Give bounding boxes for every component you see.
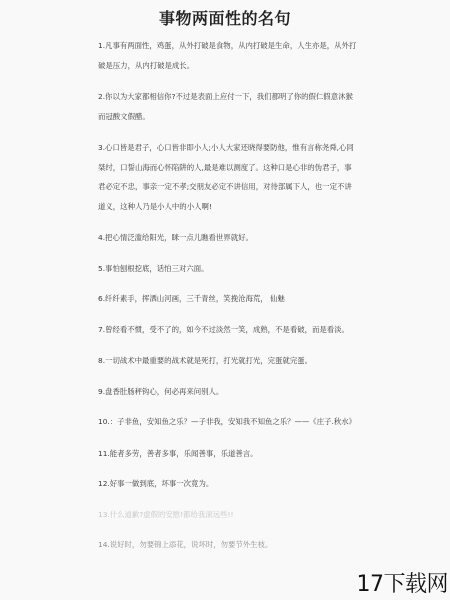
quote-4: 4.把心情泛滥给阳光，眯一点儿瞧看世界就好。: [98, 233, 253, 242]
quote-6: 6.纤纤素手，挥洒山河画，三千青丝，笑挽沧海荒， 仙魅: [98, 294, 285, 303]
site-watermark: 17下载网: [356, 572, 448, 597]
document-body: [98, 36, 358, 566]
quote-11: 11.能者多劳，善者多事，乐闻善事，乐道善言。: [98, 448, 258, 458]
quote-13: 13.什么道歉?虚假的安慰!都给我滚远些!!: [98, 509, 234, 519]
quote-3: 3.心口皆是君子，心口皆非即小人;小人大家还晓得要防他，惟有言称尧舜,心同桀纣，口誓山海而心怀陷阱的人,最是难以测度了。这种口是心非的伪君子，事君必定不忠，事亲一定不孝;交朋友必定不讲信用，对待部属下人，也一定不讲道义，这种人乃是小人中的小人啊!: [98, 143, 354, 211]
quote-9: 9.盘香肚肠秤钩心，何必再来问别人。: [98, 386, 224, 396]
quote-8: 8.一切战术中最重要的战术就是死打，打光就打光，完蛋就完蛋。: [98, 356, 312, 365]
quote-14: 14.说好时，勿要锦上添花，说坏时，勿要节外生枝。: [98, 540, 273, 549]
quote-10: 10.：子非鱼，安知鱼之乐？—子非我，安知我不知鱼之乐？——《庄子.秋水》: [98, 417, 356, 426]
quote-2: 2.你以为大家都相信你?不过是表面上应付一下，我们都明了你的假仁假意沐猴而冠酸文假醋。: [98, 92, 353, 121]
page-title: 事物两面性的名句: [158, 9, 291, 28]
quote-12: 12.好事一做到底，坏事一次竟为。: [98, 479, 214, 488]
quote-1: 1.凡事有两面性，鸡蛋，从外打破是食物，从内打破是生命，人生亦是，从外打破是压力，从内打破是成长。: [98, 41, 357, 70]
quote-5: 5.事怕刨根挖底，话怕三对六面。: [98, 263, 209, 273]
quote-7: 7.曾经看不惯，受不了的，如今不过淡然一笑，成熟，不是看破，而是看淡。: [98, 324, 349, 334]
